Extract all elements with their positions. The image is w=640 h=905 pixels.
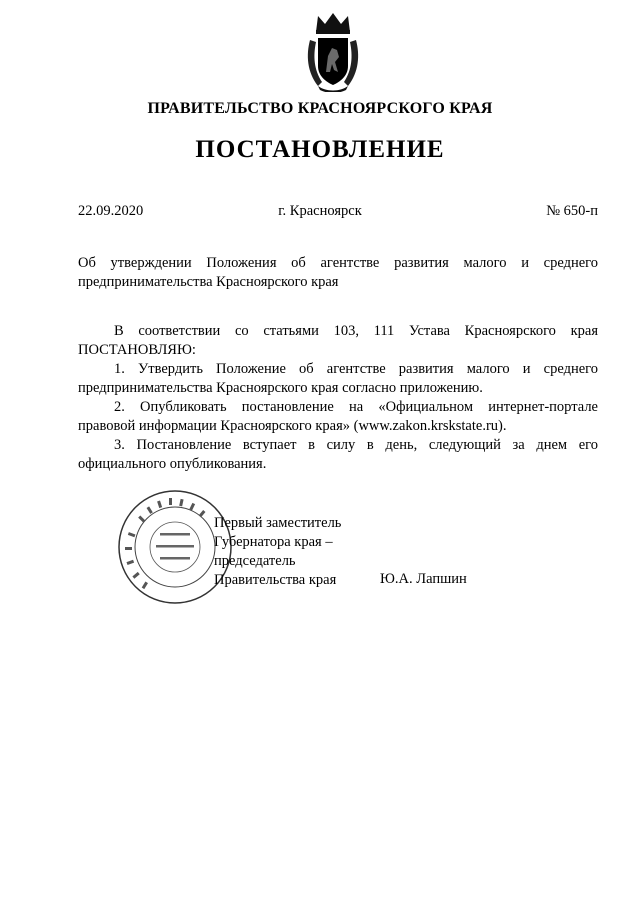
subject-line: Об утверждении Положения об агентстве развития малого и среднего xyxy=(78,255,598,271)
signer-position xyxy=(214,514,341,590)
document-type-title: ПОСТАНОВЛЕНИЕ xyxy=(195,136,445,163)
body-line: правовой информации Красноярского края» (www.zakon.krskstate.ru). xyxy=(78,418,507,434)
body-line: официального опубликования. xyxy=(78,456,267,472)
signer-position-line: Правительства края xyxy=(214,572,337,588)
subject-line: предпринимательства Красноярского края xyxy=(78,274,339,290)
signer-name: Ю.А. Лапшин xyxy=(380,571,467,587)
document-body xyxy=(78,322,598,474)
body-line: предпринимательства Красноярского края согласно приложению. xyxy=(78,380,483,396)
body-line: 2. Опубликовать постановление на «Официальном интернет-портале xyxy=(114,399,598,415)
document-number: № 650-п xyxy=(546,203,598,219)
krasnoyarsk-coat-of-arms-icon xyxy=(304,10,362,92)
body-line: 1. Утвердить Положение об агентстве развития малого и среднего xyxy=(114,361,598,377)
document-subject xyxy=(78,254,598,292)
body-line: В соответствии со статьями 103, 111 Устава Красноярского края xyxy=(114,323,598,339)
organization-title: ПРАВИТЕЛЬСТВО КРАСНОЯРСКОГО КРАЯ xyxy=(147,100,493,117)
body-line: 3. Постановление вступает в силу в день, следующий за днем его xyxy=(114,437,598,453)
signer-position-line: Губернатора края – xyxy=(214,534,333,550)
signer-position-line: Первый заместитель xyxy=(214,515,342,531)
body-line: ПОСТАНОВЛЯЮ: xyxy=(78,342,196,358)
document-city: г. Красноярск xyxy=(278,203,362,219)
signer-position-line: председатель xyxy=(214,553,296,569)
document-date: 22.09.2020 xyxy=(78,203,144,219)
